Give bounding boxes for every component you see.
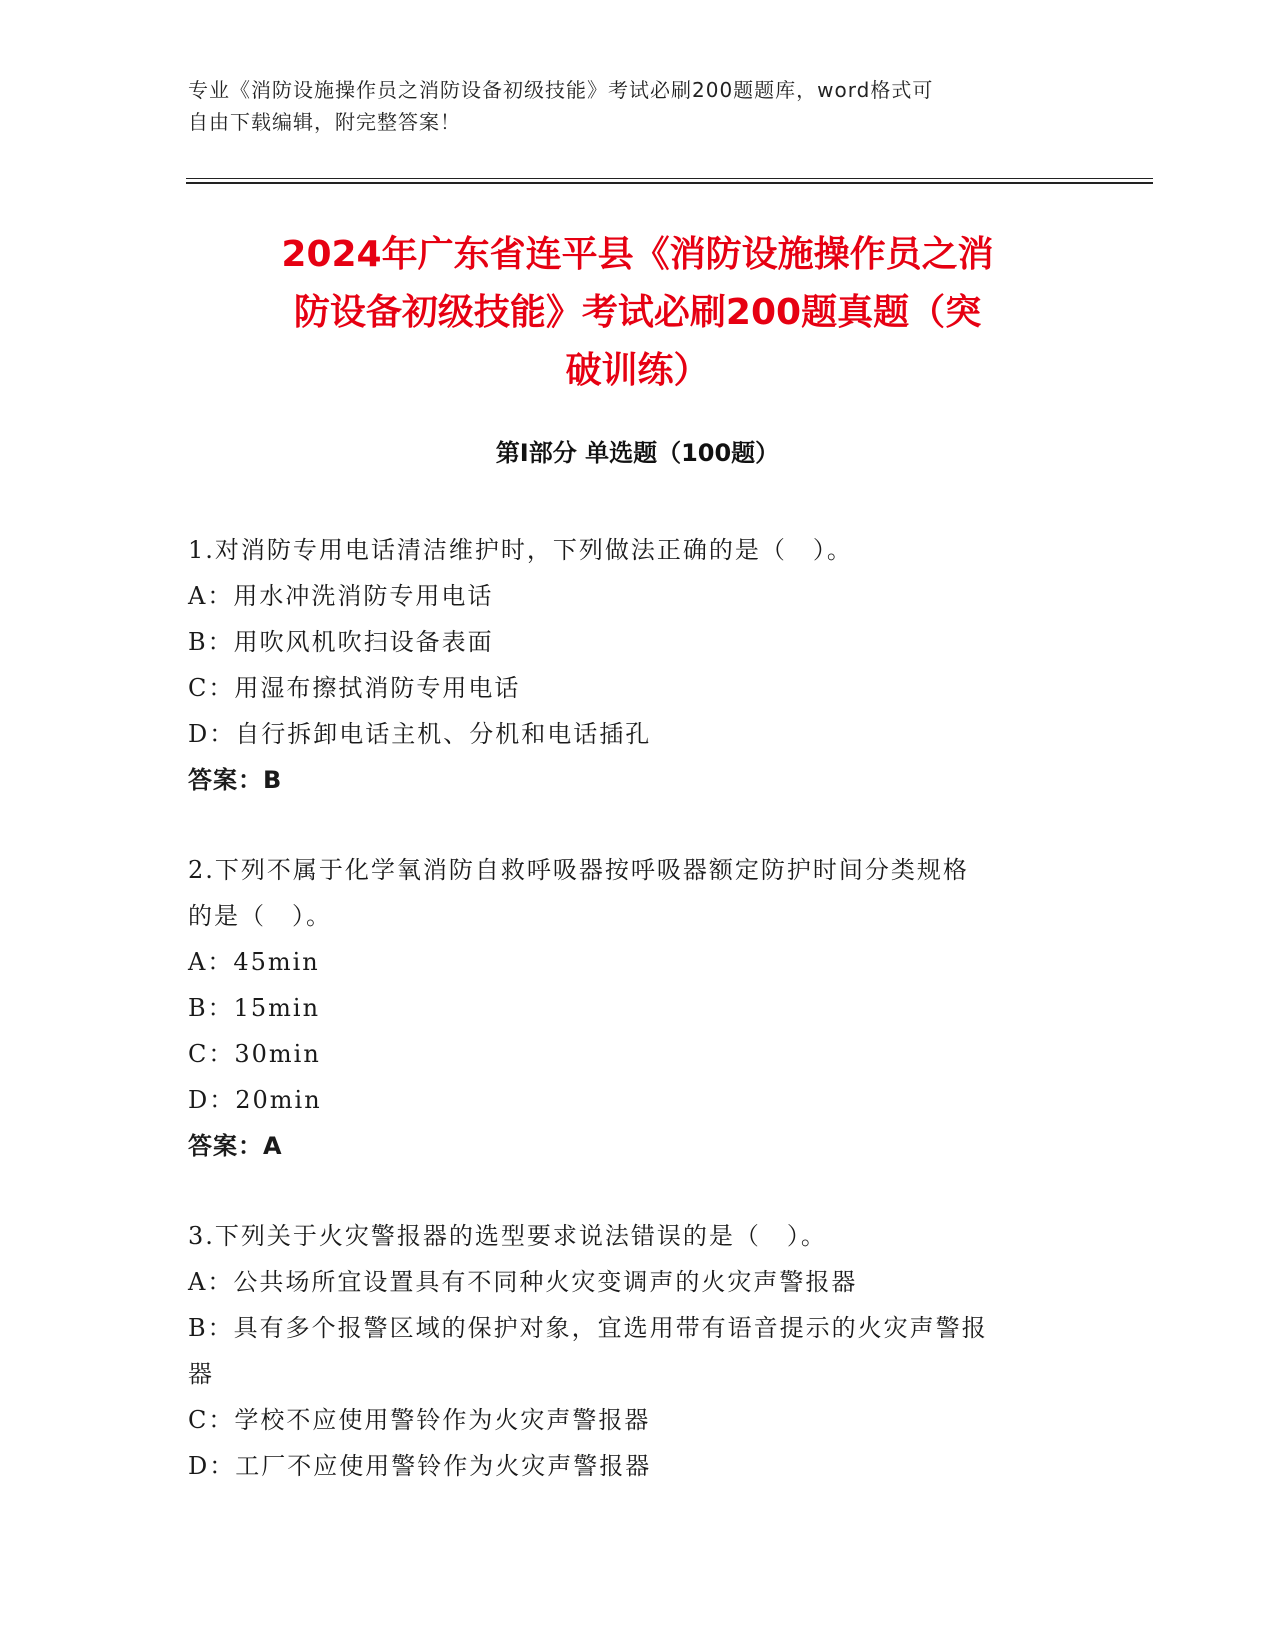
question-2-stem-line-2: 的是（ ）。 — [188, 902, 332, 930]
question-1-option-b: B：用吹风机吹扫设备表面 — [188, 628, 494, 656]
question-1-option-a: A：用水冲洗消防专用电话 — [188, 582, 494, 610]
question-2 — [188, 847, 1088, 1169]
question-3 — [188, 1213, 1088, 1489]
header-note — [188, 74, 1088, 138]
question-2-option-a: A：45min — [188, 948, 320, 976]
question-3-option-c: C：学校不应使用警铃作为火灾声警报器 — [188, 1406, 651, 1434]
document-title-line-1: 2024年广东省连平县《消防设施操作员之消 — [281, 234, 994, 275]
question-2-option-c: C：30min — [188, 1040, 321, 1068]
question-3-option-b-continued: 器 — [188, 1360, 214, 1388]
question-1-option-d: D：自行拆卸电话主机、分机和电话插孔 — [188, 720, 652, 748]
question-list — [188, 527, 1088, 1489]
header-divider-thick — [186, 182, 1153, 184]
question-1-answer: 答案：B — [188, 766, 283, 794]
document-title — [150, 226, 1125, 400]
section-title: 第Ⅰ部分 单选题（100题） — [495, 439, 780, 467]
header-note-line-2: 自由下载编辑，附完整答案！ — [188, 110, 461, 134]
question-gap — [188, 803, 1088, 847]
question-1-option-c: C：用湿布擦拭消防专用电话 — [188, 674, 521, 702]
question-2-option-b: B：15min — [188, 994, 321, 1022]
question-2-stem-line-1: 2.下列不属于化学氧消防自救呼吸器按呼吸器额定防护时间分类规格 — [188, 856, 969, 884]
question-1-stem: 1.对消防专用电话清洁维护时，下列做法正确的是（ ）。 — [188, 536, 853, 564]
question-1 — [188, 527, 1088, 803]
question-3-option-d: D：工厂不应使用警铃作为火灾声警报器 — [188, 1452, 652, 1480]
question-3-option-b: B：具有多个报警区域的保护对象，宜选用带有语音提示的火灾声警报 — [188, 1314, 988, 1342]
header-note-line-1: 专业《消防设施操作员之消防设备初级技能》考试必刷200题题库，word格式可 — [188, 78, 934, 102]
question-gap — [188, 1169, 1088, 1213]
header-divider-thin — [186, 178, 1153, 179]
question-2-option-d: D：20min — [188, 1086, 322, 1114]
question-3-stem: 3.下列关于火灾警报器的选型要求说法错误的是（ ）。 — [188, 1222, 827, 1250]
question-2-answer: 答案：A — [188, 1132, 283, 1160]
document-title-line-3: 破训练） — [565, 350, 710, 391]
document-title-line-2: 防设备初级技能》考试必刷200题真题（突 — [293, 292, 982, 333]
question-3-option-a: A：公共场所宜设置具有不同种火灾变调声的火灾声警报器 — [188, 1268, 858, 1296]
